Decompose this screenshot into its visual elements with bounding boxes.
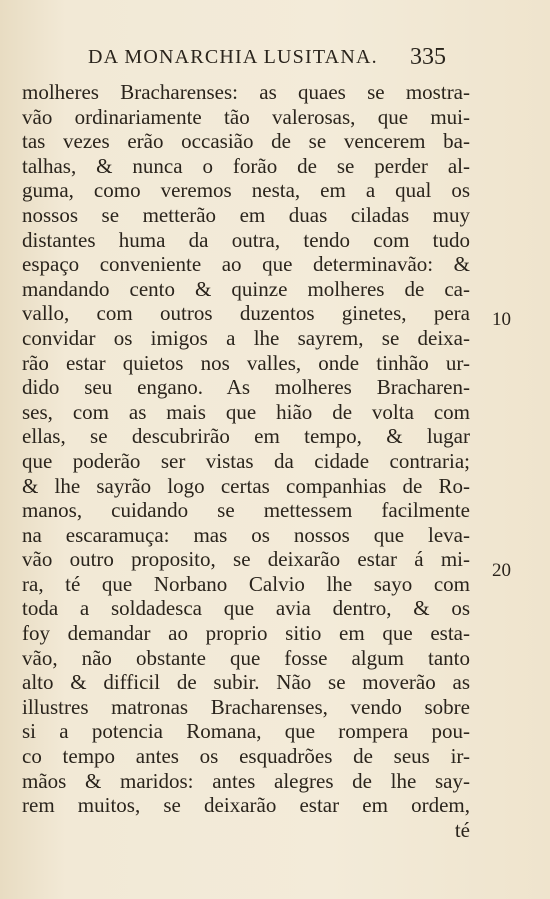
text-line: si a potencia Romana, que rompera pou- bbox=[22, 719, 470, 744]
text-line: que poderão ser vistas da cidade contraria; bbox=[22, 448, 470, 473]
text-line: rão estar quietos nos valles, onde tinhão ur- bbox=[22, 350, 470, 375]
text-line: rem muitos, se deixarão estar em ordem, bbox=[22, 793, 470, 818]
text-line: distantes huma da outra, tendo com tudo bbox=[22, 227, 470, 252]
text-line: nossos se metterão em duas ciladas muy bbox=[22, 202, 470, 227]
text-line: dido seu engano. As molheres Bracharen- bbox=[22, 375, 470, 400]
running-head: DA MONARCHIA LUSITANA. bbox=[88, 46, 378, 68]
text-line: vallo, com outros duzentos ginetes, pera bbox=[22, 301, 470, 326]
text-line: mandando cento & quinze molheres de ca- bbox=[22, 276, 470, 301]
text-line: & lhe sayrão logo certas companhias de Ro- bbox=[22, 473, 470, 498]
text-line: foy demandar ao proprio sitio em que esta- bbox=[22, 621, 470, 646]
text-line: talhas, & nunca o forão de se perder al- bbox=[22, 153, 470, 178]
text-line: mãos & maridos: antes alegres de lhe say- bbox=[22, 768, 470, 793]
text-line: illustres matronas Bracharenses, vendo sobre bbox=[22, 694, 470, 719]
catchword: té bbox=[454, 817, 470, 842]
body-text bbox=[22, 80, 470, 842]
text-line: molheres Bracharenses: as quaes se mostra- bbox=[22, 80, 470, 104]
text-line: ses, com as mais que hião de volta com bbox=[22, 399, 470, 424]
page-number: 335 bbox=[410, 44, 446, 70]
text-line: alto & difficil de subir. Não se moverão as bbox=[22, 670, 470, 695]
text-line: vão outro proposito, se deixarão estar á mi- bbox=[22, 547, 470, 572]
page-header bbox=[0, 44, 550, 74]
text-line: guma, como veremos nesta, em a qual os bbox=[22, 178, 470, 203]
text-line: tas vezes erão occasião de se vencerem ba- bbox=[22, 129, 470, 154]
text-line: manos, cuidando se mettessem facilmente bbox=[22, 498, 470, 523]
text-line: na escaramuça: mas os nossos que leva- bbox=[22, 522, 470, 547]
line-number-20: 20 bbox=[492, 560, 511, 581]
text-line: espaço conveniente ao que determinavão: & bbox=[22, 252, 470, 277]
line-number-10: 10 bbox=[492, 309, 511, 330]
text-line: co tempo antes os esquadrões de seus ir- bbox=[22, 744, 470, 769]
text-line: toda a soldadesca que avia dentro, & os bbox=[22, 596, 470, 621]
text-line: ra, té que Norbano Calvio lhe sayo com bbox=[22, 571, 470, 596]
text-line: convidar os imigos a lhe sayrem, se deixa- bbox=[22, 325, 470, 350]
text-line: vão, não obstante que fosse algum tanto bbox=[22, 645, 470, 670]
text-line: ellas, se descubrirão em tempo, & lugar bbox=[22, 424, 470, 449]
text-line: vão ordinariamente tão valerosas, que mui- bbox=[22, 104, 470, 129]
